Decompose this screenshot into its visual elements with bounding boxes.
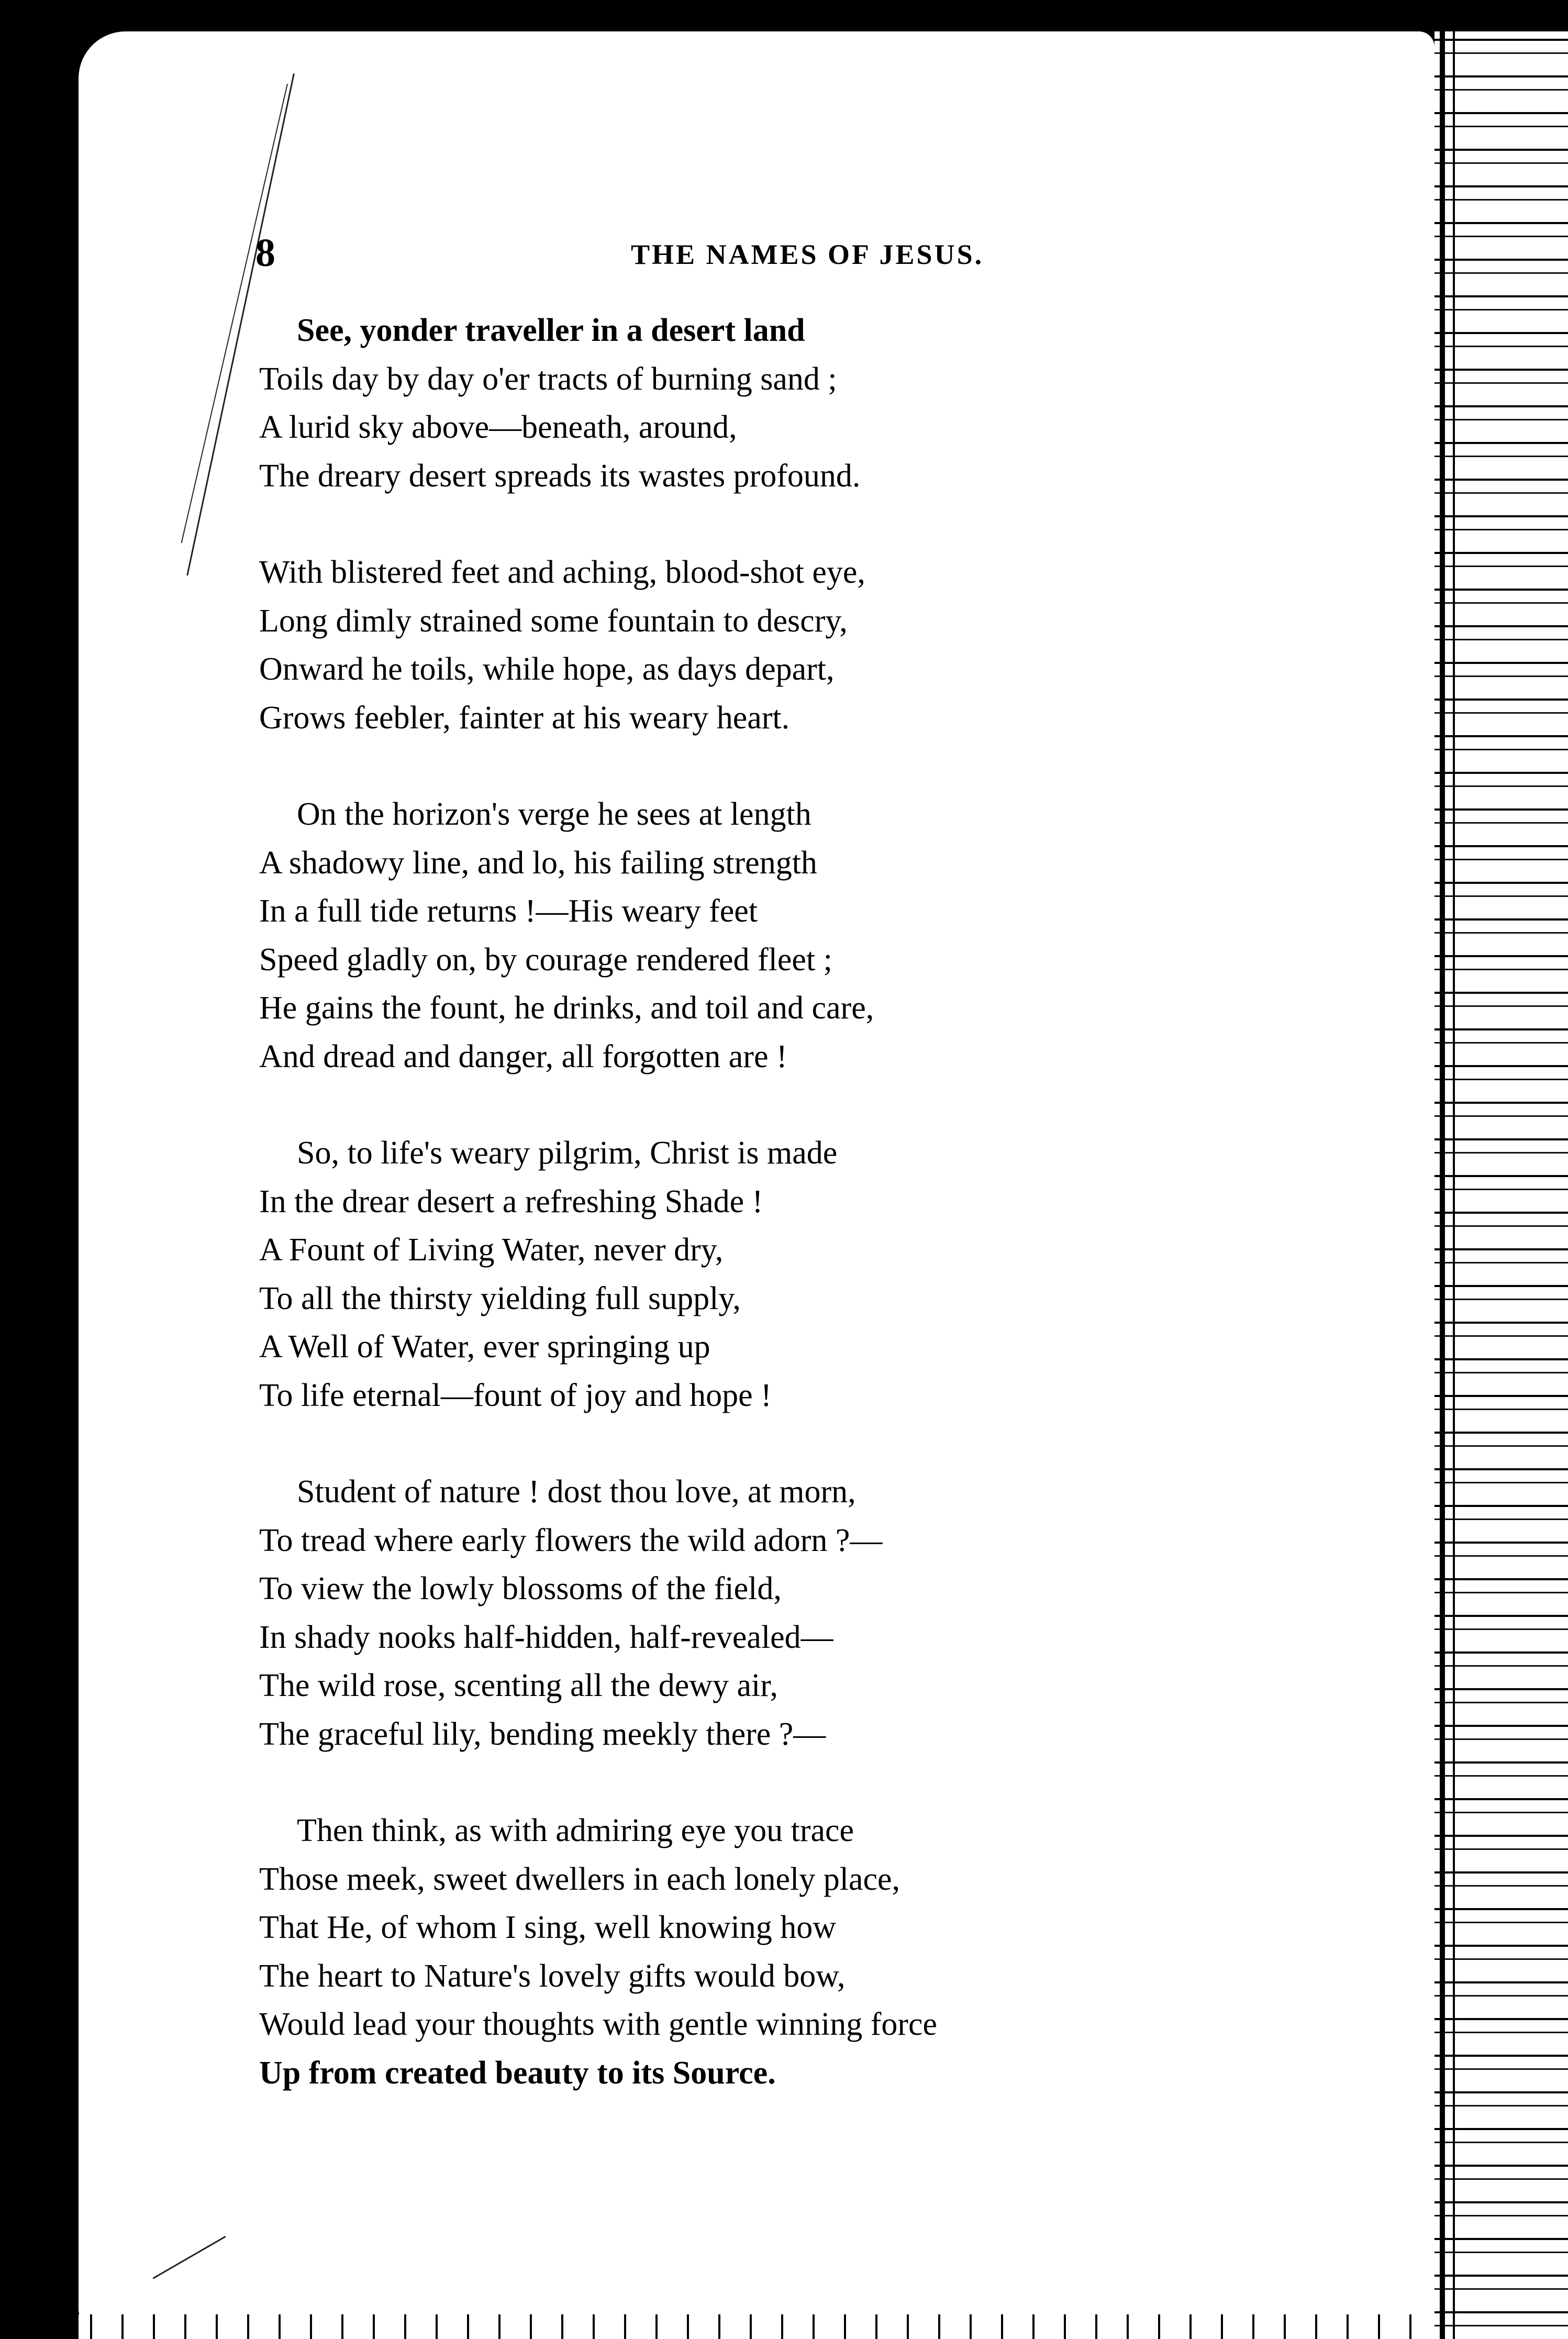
poem-line: To tread where early flowers the wild adorn ?— [259,1522,883,1558]
page-edge-right [1434,31,1568,2339]
poem-line: A lurid sky above—beneath, around, [259,409,737,445]
stanza-5 [259,1468,1411,1758]
poem-line: That He, of whom I sing, well knowing how [259,1910,837,1945]
binding-strip [1440,31,1445,2339]
poem-line: A Fount of Living Water, never dry, [259,1232,724,1268]
poem-line: Those meek, sweet dwellers in each lonely place, [259,1861,900,1897]
poem-line: He gains the fount, he drinks, and toil and care, [259,990,874,1026]
poem-line: Student of nature ! dost thou love, at morn, [297,1474,856,1510]
binding-strip [1453,31,1455,2339]
poem-line: Speed gladly on, by courage rendered fleet ; [259,941,832,978]
poem [259,306,1411,2145]
poem-line: So, to life's weary pilgrim, Christ is made [297,1135,838,1171]
poem-line: To view the lowly blossoms of the field, [259,1571,782,1606]
poem-line: Would lead your thoughts with gentle winning force [259,2007,938,2042]
stanza-6 [259,1806,1411,2097]
poem-line: Then think, as with admiring eye you trace [297,1813,854,1848]
poem-line: On the horizon's verge he sees at length [297,796,811,832]
poem-line: See, yonder traveller in a desert land [297,313,805,348]
page-edge-bottom [79,2314,1434,2339]
stanza-4 [259,1129,1411,1420]
poem-line: With blistered feet and aching, blood-shot eye, [259,555,865,590]
poem-line: And dread and danger, all forgotten are ! [259,1038,787,1074]
poem-line: To life eternal—fount of joy and hope ! [259,1377,772,1413]
poem-line: The dreary desert spreads its wastes profound. [259,458,861,494]
poem-line: Long dimly strained some fountain to descry, [259,603,848,639]
stanza-2 [259,548,1411,742]
running-title: THE NAMES OF JESUS. [631,239,984,270]
poem-line: The heart to Nature's lovely gifts would bow, [259,1958,846,1994]
page-number: 8 [255,231,275,275]
poem-line: In the drear desert a refreshing Shade ! [259,1183,763,1220]
poem-line: Up from created beauty to its Source. [259,2055,776,2091]
poem-line: Onward he toils, while hope, as days depart, [259,651,835,687]
poem-line: Toils day by day o'er tracts of burning sand ; [259,361,837,397]
poem-line: To all the thirsty yielding full supply, [259,1280,741,1316]
poem-line: A shadowy line, and lo, his failing strength [259,845,817,881]
poem-line: A Well of Water, ever springing up [259,1329,710,1365]
poem-line: Grows feebler, fainter at his weary heart. [259,700,790,736]
poem-line: In a full tide returns !—His weary feet [259,893,758,929]
poem-line: The wild rose, scenting all the dewy air, [259,1668,778,1703]
stanza-1 [259,306,1411,500]
poem-line: The graceful lily, bending meekly there ?— [259,1716,826,1752]
poem-line: In shady nooks half-hidden, half-revealed— [259,1619,833,1655]
stanza-3 [259,790,1411,1081]
